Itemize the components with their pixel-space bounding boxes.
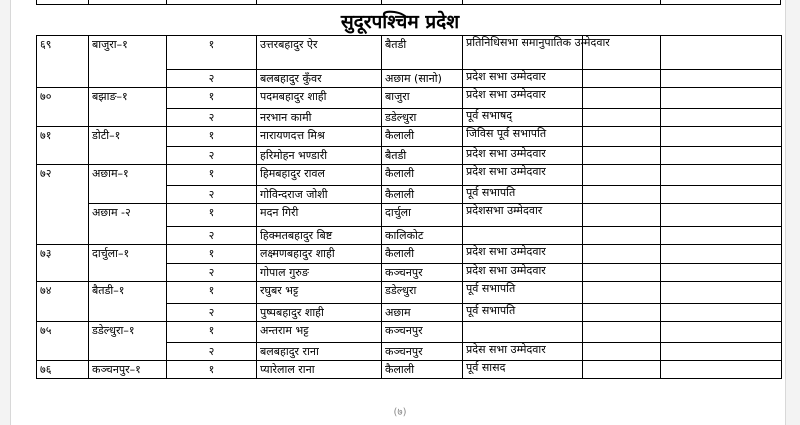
candidate-name-cell: नरभान कामी: [257, 109, 382, 127]
place-cell: कालिकोट: [382, 227, 463, 245]
constituency-cell: बैतडी–१: [89, 282, 167, 322]
position-cell: पूर्व सभापति: [463, 304, 583, 322]
rank-cell: २: [167, 227, 257, 245]
constituency-cell: बाजुरा–१: [89, 36, 167, 88]
empty-cell: [661, 70, 782, 88]
position-cell: पूर्व सासद: [463, 361, 583, 379]
candidate-name-cell: गोविन्दराज जोशी: [257, 186, 382, 204]
empty-cell: [583, 361, 661, 379]
place-cell: कञ्चनपुर: [382, 264, 463, 282]
empty-cell: [661, 165, 782, 186]
empty-cell: [583, 88, 661, 109]
place-cell: डडेल्धुरा: [382, 282, 463, 304]
candidate-name-cell: हरिमोहन भण्डारी: [257, 147, 382, 165]
empty-cell: [583, 70, 661, 88]
constituency-cell: कञ्चनपुर–१: [89, 361, 167, 379]
place-cell: कैलाली: [382, 186, 463, 204]
rank-cell: १: [167, 165, 257, 186]
place-cell: दार्चुला: [382, 204, 463, 227]
place-cell: बैतडी: [382, 147, 463, 165]
candidate-name-cell: बलबहादुर राना: [257, 343, 382, 361]
empty-cell: [661, 361, 782, 379]
rank-cell: १: [167, 361, 257, 379]
position-cell: पूर्व सभापति: [463, 282, 583, 304]
candidate-name-cell: पदमबहादुर शाही: [257, 88, 382, 109]
page-title: सुदूरपश्चिम प्रदेश: [340, 11, 460, 33]
previous-table-edge: [36, 0, 781, 5]
serial-number-cell: ७४: [37, 282, 89, 322]
empty-cell: [661, 264, 782, 282]
empty-cell: [661, 245, 782, 264]
position-cell: प्रदेश सभा उम्मेदवार: [463, 165, 583, 186]
table-body: [37, 36, 782, 379]
empty-cell: [661, 147, 782, 165]
empty-cell: [583, 109, 661, 127]
constituency-cell: डडेल्धुरा–१: [89, 322, 167, 361]
empty-cell: [661, 186, 782, 204]
place-cell: अछाम (सानो): [382, 70, 463, 88]
position-cell: प्रदेश सभा उम्मेदवार: [463, 245, 583, 264]
empty-cell: [661, 88, 782, 109]
empty-cell: [583, 343, 661, 361]
empty-cell: [583, 264, 661, 282]
candidates-table: [36, 35, 782, 379]
candidate-name-cell: मदन गिरी: [257, 204, 382, 227]
table-row: [37, 36, 782, 70]
empty-cell: [661, 282, 782, 304]
table-row: [37, 88, 782, 109]
empty-cell: [583, 245, 661, 264]
page-number: (७): [393, 407, 407, 418]
rank-cell: १: [167, 282, 257, 304]
candidate-name-cell: लक्ष्मणबहादुर शाही: [257, 245, 382, 264]
candidate-name-cell: हिमबहादुर रावल: [257, 165, 382, 186]
empty-cell: [661, 204, 782, 227]
place-cell: कैलाली: [382, 245, 463, 264]
rank-cell: १: [167, 245, 257, 264]
position-cell: [463, 322, 583, 343]
position-cell: प्रदेस सभा उम्मेदवार: [463, 343, 583, 361]
position-cell: पूर्व सभाषद्: [463, 109, 583, 127]
constituency-cell: अछाम -२: [89, 204, 167, 245]
position-cell: प्रदेश सभा उम्मेदवार: [463, 264, 583, 282]
rank-cell: १: [167, 322, 257, 343]
candidate-name-cell: उत्तरबहादुर ऐर: [257, 36, 382, 70]
rank-cell: २: [167, 186, 257, 204]
constituency-cell: अछाम–१: [89, 165, 167, 204]
rank-cell: २: [167, 264, 257, 282]
empty-cell: [661, 304, 782, 322]
empty-cell: [661, 343, 782, 361]
table-row: [37, 165, 782, 186]
constituency-cell: बझाङ–१: [89, 88, 167, 127]
table-row: [37, 361, 782, 379]
right-scrollbar[interactable]: [785, 0, 800, 425]
serial-number-cell: ७०: [37, 88, 89, 127]
empty-cell: [583, 282, 661, 304]
candidate-name-cell: रघुबर भट्ट: [257, 282, 382, 304]
rank-cell: २: [167, 304, 257, 322]
candidate-name-cell: पुष्पबहादुर शाही: [257, 304, 382, 322]
place-cell: कञ्चनपुर: [382, 343, 463, 361]
place-cell: कैलाली: [382, 361, 463, 379]
candidate-name-cell: गोपाल गुरुङ: [257, 264, 382, 282]
position-cell: प्रदेश सभा उम्मेदवार: [463, 70, 583, 88]
rank-cell: १: [167, 127, 257, 147]
position-cell: जिविस पूर्व सभापति: [463, 127, 583, 147]
serial-number-cell: ७३: [37, 245, 89, 282]
table-row: [37, 245, 782, 264]
position-cell: [463, 227, 583, 245]
position-cell: प्रदेशसभा उम्मेदवार: [463, 204, 583, 227]
empty-cell: [661, 127, 782, 147]
position-cell: प्रदेश सभा उम्मेदवार: [463, 88, 583, 109]
empty-cell: [661, 322, 782, 343]
place-cell: बैतडी: [382, 36, 463, 70]
candidate-name-cell: बलबहादुर कुँवर: [257, 70, 382, 88]
empty-cell: [583, 186, 661, 204]
table-row: [37, 282, 782, 304]
empty-cell: [583, 304, 661, 322]
candidate-name-cell: नारायणदत्त मिश्र: [257, 127, 382, 147]
rank-cell: २: [167, 70, 257, 88]
table-row: [37, 322, 782, 343]
rank-cell: २: [167, 343, 257, 361]
empty-cell: [583, 227, 661, 245]
empty-cell: [583, 322, 661, 343]
empty-cell: [661, 109, 782, 127]
empty-cell: [583, 204, 661, 227]
rank-cell: १: [167, 36, 257, 70]
constituency-cell: डोटी–१: [89, 127, 167, 165]
place-cell: कैलाली: [382, 127, 463, 147]
table-row: [37, 127, 782, 147]
left-margin: [0, 0, 11, 425]
position-cell: पूर्व सभापति: [463, 186, 583, 204]
empty-cell: [583, 147, 661, 165]
constituency-cell: दार्चुला–१: [89, 245, 167, 282]
rank-cell: २: [167, 147, 257, 165]
empty-cell: [661, 227, 782, 245]
place-cell: अछाम: [382, 304, 463, 322]
candidate-name-cell: प्यारेलाल राना: [257, 361, 382, 379]
serial-number-cell: ६९: [37, 36, 89, 88]
serial-number-cell: ७२: [37, 165, 89, 245]
rank-cell: १: [167, 204, 257, 227]
empty-cell: [583, 165, 661, 186]
place-cell: डडेल्धुरा: [382, 109, 463, 127]
rank-cell: १: [167, 88, 257, 109]
empty-cell: [583, 127, 661, 147]
empty-cell: [661, 36, 782, 70]
table-row: [37, 204, 782, 227]
position-cell: प्रतिनिधिसभा समानुपातिक उम्मेदवार: [463, 36, 583, 70]
candidate-name-cell: हिक्मतबहादुर बिष्ट: [257, 227, 382, 245]
position-cell: प्रदेश सभा उम्मेदवार: [463, 147, 583, 165]
place-cell: बाजुरा: [382, 88, 463, 109]
candidate-name-cell: अन्तराम भट्ट: [257, 322, 382, 343]
place-cell: कैलाली: [382, 165, 463, 186]
place-cell: कञ्चनपुर: [382, 322, 463, 343]
serial-number-cell: ७१: [37, 127, 89, 165]
rank-cell: २: [167, 109, 257, 127]
serial-number-cell: ७६: [37, 361, 89, 379]
serial-number-cell: ७५: [37, 322, 89, 361]
